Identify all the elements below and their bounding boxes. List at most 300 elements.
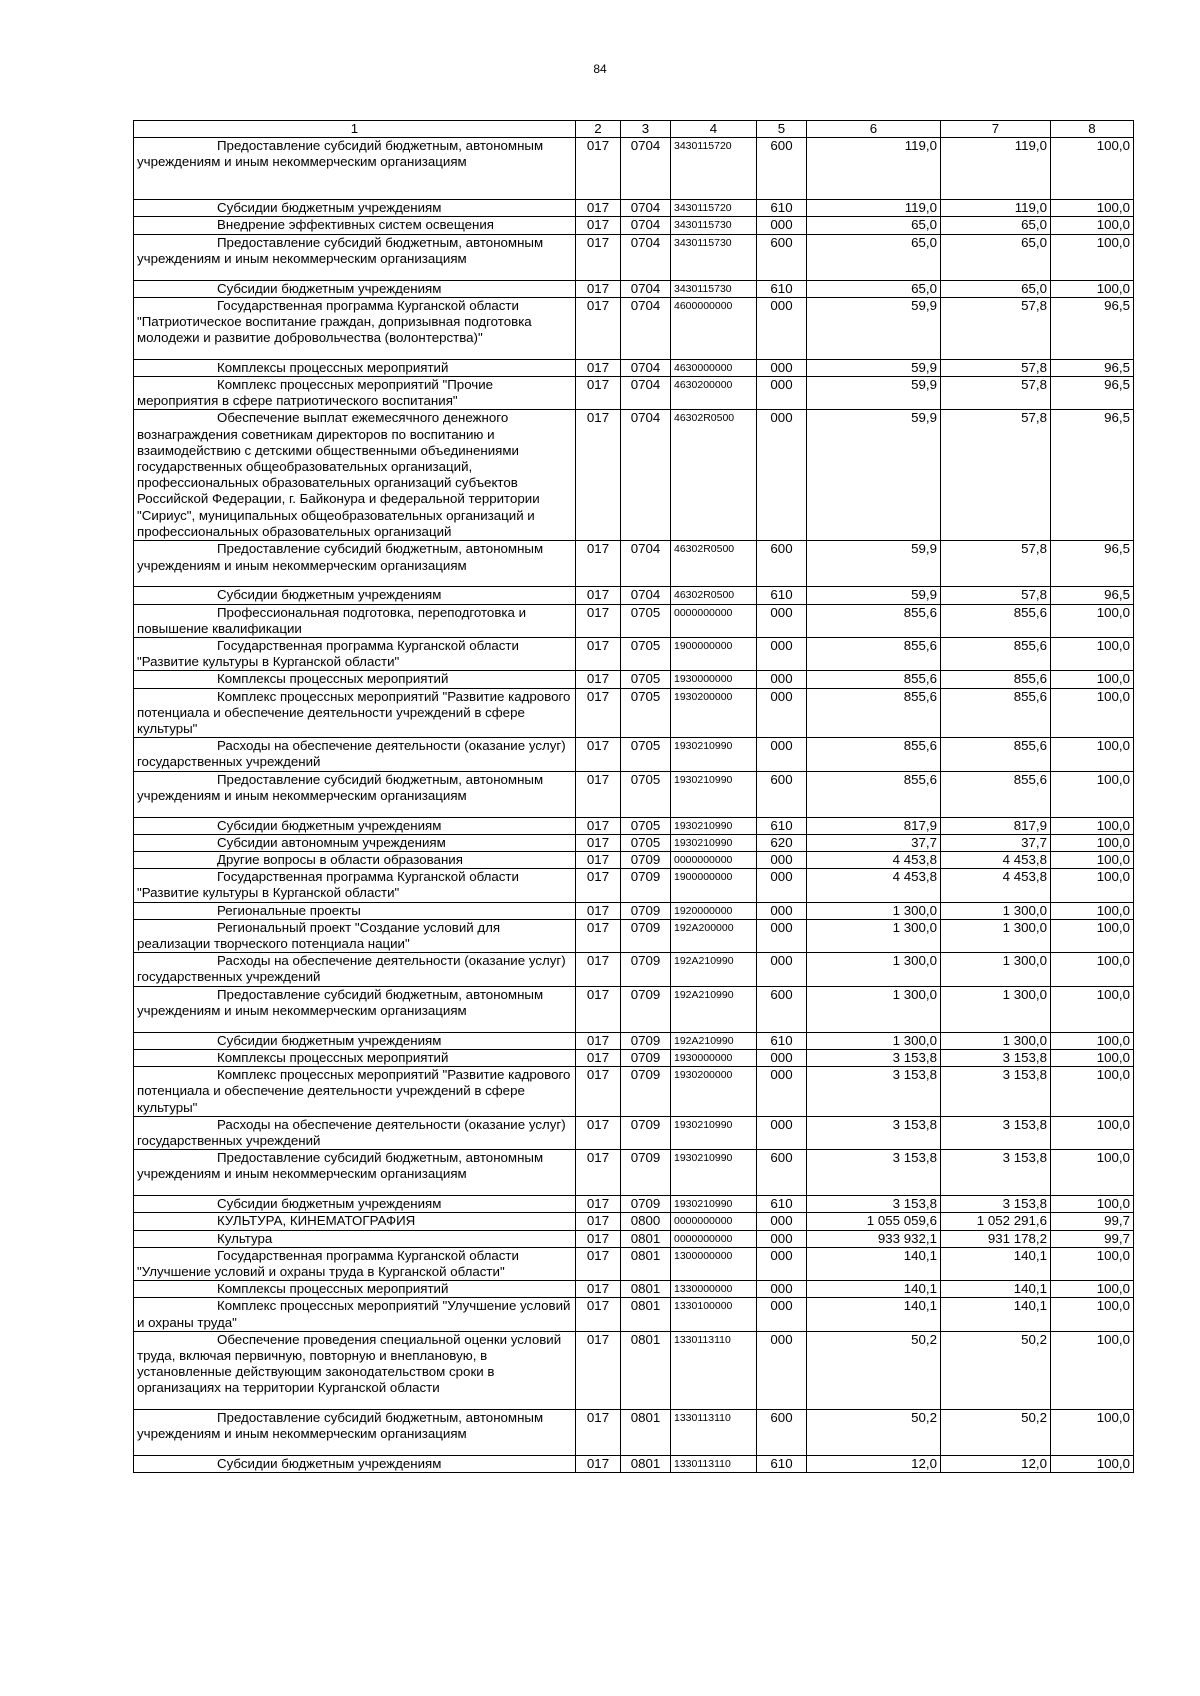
section-code: 0704 bbox=[621, 297, 671, 359]
executed-amount: 57,8 bbox=[941, 359, 1051, 376]
section-code: 0705 bbox=[621, 638, 671, 671]
section-code: 0709 bbox=[621, 902, 671, 919]
approved-amount: 3 153,8 bbox=[807, 1116, 941, 1149]
execution-percent: 100,0 bbox=[1051, 688, 1134, 738]
execution-percent: 100,0 bbox=[1051, 234, 1134, 280]
row-name: Комплексы процессных мероприятий bbox=[134, 1281, 576, 1298]
execution-percent: 96,5 bbox=[1051, 587, 1134, 604]
table-row bbox=[134, 1150, 1134, 1196]
row-name: Предоставление субсидий бюджетным, автономным учреждениям и иным некоммерческим организациям bbox=[134, 1409, 576, 1455]
approved-amount: 140,1 bbox=[807, 1281, 941, 1298]
section-code: 0709 bbox=[621, 1067, 671, 1117]
row-name: Расходы на обеспечение деятельности (оказание услуг) государственных учреждений bbox=[134, 738, 576, 771]
section-code: 0704 bbox=[621, 234, 671, 280]
execution-percent: 96,5 bbox=[1051, 297, 1134, 359]
section-code: 0801 bbox=[621, 1281, 671, 1298]
approved-amount: 4 453,8 bbox=[807, 869, 941, 902]
table-row bbox=[134, 200, 1134, 217]
executed-amount: 57,8 bbox=[941, 377, 1051, 410]
row-name: Комплекс процессных мероприятий "Прочие мероприятия в сфере патриотического воспитания" bbox=[134, 377, 576, 410]
ministry-code: 017 bbox=[576, 1298, 621, 1331]
column-header: 5 bbox=[757, 121, 807, 138]
approved-amount: 3 153,8 bbox=[807, 1049, 941, 1066]
section-code: 0801 bbox=[621, 1331, 671, 1409]
table-row bbox=[134, 1116, 1134, 1149]
executed-amount: 855,6 bbox=[941, 688, 1051, 738]
row-name: Предоставление субсидий бюджетным, автономным учреждениям и иным некоммерческим организациям bbox=[134, 234, 576, 280]
expense-type-code: 000 bbox=[757, 1067, 807, 1117]
execution-percent: 100,0 bbox=[1051, 638, 1134, 671]
section-code: 0709 bbox=[621, 953, 671, 986]
executed-amount: 931 178,2 bbox=[941, 1230, 1051, 1247]
table-row bbox=[134, 817, 1134, 834]
ministry-code: 017 bbox=[576, 297, 621, 359]
target-item-code: 1330113110 bbox=[671, 1409, 757, 1455]
expense-type-code: 000 bbox=[757, 410, 807, 541]
row-name: Расходы на обеспечение деятельности (оказание услуг) государственных учреждений bbox=[134, 953, 576, 986]
ministry-code: 017 bbox=[576, 280, 621, 297]
execution-percent: 100,0 bbox=[1051, 771, 1134, 817]
approved-amount: 65,0 bbox=[807, 217, 941, 234]
row-name: Предоставление субсидий бюджетным, автономным учреждениям и иным некоммерческим организациям bbox=[134, 986, 576, 1032]
executed-amount: 37,7 bbox=[941, 834, 1051, 851]
row-name: Другие вопросы в области образования bbox=[134, 852, 576, 869]
section-code: 0709 bbox=[621, 1150, 671, 1196]
execution-percent: 100,0 bbox=[1051, 1331, 1134, 1409]
ministry-code: 017 bbox=[576, 1409, 621, 1455]
executed-amount: 1 300,0 bbox=[941, 986, 1051, 1032]
execution-percent: 99,7 bbox=[1051, 1213, 1134, 1230]
expense-type-code: 000 bbox=[757, 377, 807, 410]
ministry-code: 017 bbox=[576, 587, 621, 604]
approved-amount: 1 055 059,6 bbox=[807, 1213, 941, 1230]
executed-amount: 1 300,0 bbox=[941, 902, 1051, 919]
approved-amount: 3 153,8 bbox=[807, 1196, 941, 1213]
approved-amount: 119,0 bbox=[807, 200, 941, 217]
section-code: 0704 bbox=[621, 377, 671, 410]
section-code: 0709 bbox=[621, 1032, 671, 1049]
executed-amount: 50,2 bbox=[941, 1409, 1051, 1455]
approved-amount: 1 300,0 bbox=[807, 919, 941, 952]
table-row bbox=[134, 1331, 1134, 1409]
expense-type-code: 610 bbox=[757, 1196, 807, 1213]
approved-amount: 140,1 bbox=[807, 1298, 941, 1331]
table-row bbox=[134, 919, 1134, 952]
expense-type-code: 000 bbox=[757, 953, 807, 986]
ministry-code: 017 bbox=[576, 410, 621, 541]
expense-type-code: 600 bbox=[757, 1409, 807, 1455]
expense-type-code: 610 bbox=[757, 1032, 807, 1049]
table-row bbox=[134, 1455, 1134, 1472]
table-row bbox=[134, 986, 1134, 1032]
approved-amount: 855,6 bbox=[807, 671, 941, 688]
executed-amount: 1 300,0 bbox=[941, 953, 1051, 986]
execution-percent: 100,0 bbox=[1051, 138, 1134, 200]
table-row bbox=[134, 1032, 1134, 1049]
executed-amount: 4 453,8 bbox=[941, 869, 1051, 902]
expense-type-code: 000 bbox=[757, 359, 807, 376]
row-name: Региональные проекты bbox=[134, 902, 576, 919]
section-code: 0801 bbox=[621, 1298, 671, 1331]
section-code: 0709 bbox=[621, 1049, 671, 1066]
expense-type-code: 000 bbox=[757, 738, 807, 771]
approved-amount: 37,7 bbox=[807, 834, 941, 851]
expense-type-code: 000 bbox=[757, 869, 807, 902]
execution-percent: 100,0 bbox=[1051, 834, 1134, 851]
target-item-code: 4630000000 bbox=[671, 359, 757, 376]
section-code: 0800 bbox=[621, 1213, 671, 1230]
section-code: 0705 bbox=[621, 604, 671, 637]
executed-amount: 855,6 bbox=[941, 771, 1051, 817]
execution-percent: 100,0 bbox=[1051, 280, 1134, 297]
executed-amount: 855,6 bbox=[941, 604, 1051, 637]
target-item-code: 3430115730 bbox=[671, 234, 757, 280]
row-name: Субсидии бюджетным учреждениям bbox=[134, 1455, 576, 1472]
executed-amount: 3 153,8 bbox=[941, 1196, 1051, 1213]
table-row bbox=[134, 359, 1134, 376]
row-name: Комплекс процессных мероприятий "Улучшение условий и охраны труда" bbox=[134, 1298, 576, 1331]
target-item-code: 1330000000 bbox=[671, 1281, 757, 1298]
approved-amount: 119,0 bbox=[807, 138, 941, 200]
target-item-code: 4630200000 bbox=[671, 377, 757, 410]
executed-amount: 1 052 291,6 bbox=[941, 1213, 1051, 1230]
table-row bbox=[134, 604, 1134, 637]
table-row bbox=[134, 234, 1134, 280]
approved-amount: 855,6 bbox=[807, 771, 941, 817]
section-code: 0704 bbox=[621, 587, 671, 604]
table-row bbox=[134, 638, 1134, 671]
ministry-code: 017 bbox=[576, 604, 621, 637]
execution-percent: 100,0 bbox=[1051, 986, 1134, 1032]
ministry-code: 017 bbox=[576, 1032, 621, 1049]
execution-percent: 96,5 bbox=[1051, 359, 1134, 376]
row-name: Субсидии бюджетным учреждениям bbox=[134, 587, 576, 604]
execution-percent: 100,0 bbox=[1051, 1067, 1134, 1117]
approved-amount: 59,9 bbox=[807, 410, 941, 541]
table-row bbox=[134, 217, 1134, 234]
execution-percent: 99,7 bbox=[1051, 1230, 1134, 1247]
target-item-code: 0000000000 bbox=[671, 604, 757, 637]
ministry-code: 017 bbox=[576, 688, 621, 738]
table-row bbox=[134, 377, 1134, 410]
column-header: 6 bbox=[807, 121, 941, 138]
expense-type-code: 610 bbox=[757, 1455, 807, 1472]
table-body bbox=[134, 138, 1134, 1473]
section-code: 0704 bbox=[621, 138, 671, 200]
execution-percent: 100,0 bbox=[1051, 1455, 1134, 1472]
approved-amount: 855,6 bbox=[807, 604, 941, 637]
ministry-code: 017 bbox=[576, 1331, 621, 1409]
row-name: Предоставление субсидий бюджетным, автономным учреждениям и иным некоммерческим организациям bbox=[134, 771, 576, 817]
target-item-code: 46302R0500 bbox=[671, 587, 757, 604]
column-header: 1 bbox=[134, 121, 576, 138]
target-item-code: 192A210990 bbox=[671, 953, 757, 986]
approved-amount: 59,9 bbox=[807, 587, 941, 604]
ministry-code: 017 bbox=[576, 377, 621, 410]
approved-amount: 50,2 bbox=[807, 1331, 941, 1409]
target-item-code: 1930210990 bbox=[671, 834, 757, 851]
row-name: Государственная программа Курганской области "Патриотическое воспитание граждан, допризывная подготовка молодежи и развитие добровольчества (волонтерства)" bbox=[134, 297, 576, 359]
approved-amount: 1 300,0 bbox=[807, 902, 941, 919]
section-code: 0709 bbox=[621, 869, 671, 902]
expense-type-code: 000 bbox=[757, 604, 807, 637]
expense-type-code: 000 bbox=[757, 1230, 807, 1247]
execution-percent: 100,0 bbox=[1051, 817, 1134, 834]
expense-type-code: 000 bbox=[757, 1331, 807, 1409]
approved-amount: 59,9 bbox=[807, 541, 941, 587]
row-name: Субсидии бюджетным учреждениям bbox=[134, 200, 576, 217]
expense-type-code: 000 bbox=[757, 688, 807, 738]
table-row bbox=[134, 671, 1134, 688]
expense-type-code: 600 bbox=[757, 771, 807, 817]
execution-percent: 100,0 bbox=[1051, 1150, 1134, 1196]
section-code: 0801 bbox=[621, 1247, 671, 1280]
column-header: 7 bbox=[941, 121, 1051, 138]
ministry-code: 017 bbox=[576, 671, 621, 688]
executed-amount: 57,8 bbox=[941, 297, 1051, 359]
executed-amount: 4 453,8 bbox=[941, 852, 1051, 869]
target-item-code: 1930210990 bbox=[671, 817, 757, 834]
ministry-code: 017 bbox=[576, 834, 621, 851]
expense-type-code: 600 bbox=[757, 986, 807, 1032]
section-code: 0704 bbox=[621, 541, 671, 587]
table-row bbox=[134, 280, 1134, 297]
target-item-code: 1930210990 bbox=[671, 771, 757, 817]
ministry-code: 017 bbox=[576, 1230, 621, 1247]
executed-amount: 12,0 bbox=[941, 1455, 1051, 1472]
approved-amount: 933 932,1 bbox=[807, 1230, 941, 1247]
expense-type-code: 600 bbox=[757, 541, 807, 587]
section-code: 0801 bbox=[621, 1455, 671, 1472]
execution-percent: 96,5 bbox=[1051, 410, 1134, 541]
execution-percent: 96,5 bbox=[1051, 377, 1134, 410]
ministry-code: 017 bbox=[576, 1150, 621, 1196]
target-item-code: 1930210990 bbox=[671, 1150, 757, 1196]
target-item-code: 3430115730 bbox=[671, 217, 757, 234]
target-item-code: 192A210990 bbox=[671, 986, 757, 1032]
target-item-code: 46302R0500 bbox=[671, 410, 757, 541]
execution-percent: 100,0 bbox=[1051, 671, 1134, 688]
section-code: 0709 bbox=[621, 919, 671, 952]
executed-amount: 140,1 bbox=[941, 1281, 1051, 1298]
executed-amount: 3 153,8 bbox=[941, 1150, 1051, 1196]
target-item-code: 0000000000 bbox=[671, 1213, 757, 1230]
execution-percent: 100,0 bbox=[1051, 1281, 1134, 1298]
table-row bbox=[134, 834, 1134, 851]
expense-type-code: 600 bbox=[757, 138, 807, 200]
approved-amount: 855,6 bbox=[807, 638, 941, 671]
ministry-code: 017 bbox=[576, 1116, 621, 1149]
target-item-code: 0000000000 bbox=[671, 852, 757, 869]
approved-amount: 855,6 bbox=[807, 688, 941, 738]
executed-amount: 140,1 bbox=[941, 1247, 1051, 1280]
target-item-code: 192A210990 bbox=[671, 1032, 757, 1049]
expense-type-code: 000 bbox=[757, 1298, 807, 1331]
row-name: Региональный проект "Создание условий для реализации творческого потенциала нации" bbox=[134, 919, 576, 952]
expense-type-code: 610 bbox=[757, 200, 807, 217]
executed-amount: 3 153,8 bbox=[941, 1116, 1051, 1149]
budget-execution-table bbox=[133, 120, 1134, 1473]
section-code: 0705 bbox=[621, 771, 671, 817]
ministry-code: 017 bbox=[576, 771, 621, 817]
column-header: 2 bbox=[576, 121, 621, 138]
executed-amount: 57,8 bbox=[941, 587, 1051, 604]
section-code: 0705 bbox=[621, 688, 671, 738]
approved-amount: 1 300,0 bbox=[807, 1032, 941, 1049]
ministry-code: 017 bbox=[576, 869, 621, 902]
ministry-code: 017 bbox=[576, 138, 621, 200]
column-number-header bbox=[134, 121, 1134, 138]
executed-amount: 817,9 bbox=[941, 817, 1051, 834]
target-item-code: 1930210990 bbox=[671, 738, 757, 771]
table-row bbox=[134, 1230, 1134, 1247]
approved-amount: 4 453,8 bbox=[807, 852, 941, 869]
execution-percent: 96,5 bbox=[1051, 541, 1134, 587]
row-name: Субсидии бюджетным учреждениям bbox=[134, 1032, 576, 1049]
expense-type-code: 000 bbox=[757, 852, 807, 869]
ministry-code: 017 bbox=[576, 234, 621, 280]
target-item-code: 1930200000 bbox=[671, 1067, 757, 1117]
target-item-code: 1930200000 bbox=[671, 688, 757, 738]
row-name: Обеспечение выплат ежемесячного денежного вознаграждения советникам директоров по воспитанию и взаимодействию с детскими общественными объединениями государственных общеобразовательных организаций, профессиональных образовательных организаций субъектов Российской Федерации, г. Байконура и федеральной территории "Сириус", муниципальных общеобразовательных организаций и профессиональных образовательных организаций bbox=[134, 410, 576, 541]
execution-percent: 100,0 bbox=[1051, 1247, 1134, 1280]
section-code: 0705 bbox=[621, 817, 671, 834]
execution-percent: 100,0 bbox=[1051, 1298, 1134, 1331]
expense-type-code: 000 bbox=[757, 638, 807, 671]
expense-type-code: 600 bbox=[757, 234, 807, 280]
table-row bbox=[134, 541, 1134, 587]
target-item-code: 1930210990 bbox=[671, 1196, 757, 1213]
expense-type-code: 000 bbox=[757, 902, 807, 919]
row-name: Государственная программа Курганской области "Развитие культуры в Курганской области" bbox=[134, 638, 576, 671]
ministry-code: 017 bbox=[576, 1213, 621, 1230]
executed-amount: 1 300,0 bbox=[941, 1032, 1051, 1049]
execution-percent: 100,0 bbox=[1051, 869, 1134, 902]
approved-amount: 59,9 bbox=[807, 377, 941, 410]
approved-amount: 50,2 bbox=[807, 1409, 941, 1455]
expense-type-code: 600 bbox=[757, 1150, 807, 1196]
row-name: Комплекс процессных мероприятий "Развитие кадрового потенциала и обеспечение деятельности учреждений в сфере культуры" bbox=[134, 1067, 576, 1117]
executed-amount: 50,2 bbox=[941, 1331, 1051, 1409]
executed-amount: 65,0 bbox=[941, 217, 1051, 234]
target-item-code: 46302R0500 bbox=[671, 541, 757, 587]
row-name: Профессиональная подготовка, переподготовка и повышение квалификации bbox=[134, 604, 576, 637]
expense-type-code: 610 bbox=[757, 280, 807, 297]
executed-amount: 65,0 bbox=[941, 234, 1051, 280]
row-name: Предоставление субсидий бюджетным, автономным учреждениям и иным некоммерческим организациям bbox=[134, 1150, 576, 1196]
target-item-code: 1900000000 bbox=[671, 869, 757, 902]
execution-percent: 100,0 bbox=[1051, 200, 1134, 217]
approved-amount: 855,6 bbox=[807, 738, 941, 771]
row-name: Субсидии бюджетным учреждениям bbox=[134, 817, 576, 834]
executed-amount: 855,6 bbox=[941, 738, 1051, 771]
row-name: Субсидии бюджетным учреждениям bbox=[134, 1196, 576, 1213]
table-row bbox=[134, 869, 1134, 902]
row-name: Субсидии бюджетным учреждениям bbox=[134, 280, 576, 297]
execution-percent: 100,0 bbox=[1051, 919, 1134, 952]
executed-amount: 119,0 bbox=[941, 138, 1051, 200]
row-name: Государственная программа Курганской области "Развитие культуры в Курганской области" bbox=[134, 869, 576, 902]
target-item-code: 0000000000 bbox=[671, 1230, 757, 1247]
section-code: 0705 bbox=[621, 834, 671, 851]
target-item-code: 3430115720 bbox=[671, 138, 757, 200]
table-row bbox=[134, 297, 1134, 359]
table-row bbox=[134, 1247, 1134, 1280]
target-item-code: 1330113110 bbox=[671, 1331, 757, 1409]
expense-type-code: 000 bbox=[757, 217, 807, 234]
target-item-code: 192A200000 bbox=[671, 919, 757, 952]
execution-percent: 100,0 bbox=[1051, 1196, 1134, 1213]
target-item-code: 1930000000 bbox=[671, 1049, 757, 1066]
row-name: Комплексы процессных мероприятий bbox=[134, 671, 576, 688]
target-item-code: 3430115730 bbox=[671, 280, 757, 297]
ministry-code: 017 bbox=[576, 1281, 621, 1298]
ministry-code: 017 bbox=[576, 953, 621, 986]
row-name: Внедрение эффективных систем освещения bbox=[134, 217, 576, 234]
target-item-code: 1900000000 bbox=[671, 638, 757, 671]
table-row bbox=[134, 902, 1134, 919]
executed-amount: 3 153,8 bbox=[941, 1067, 1051, 1117]
section-code: 0705 bbox=[621, 738, 671, 771]
table-row bbox=[134, 1213, 1134, 1230]
execution-percent: 100,0 bbox=[1051, 1049, 1134, 1066]
ministry-code: 017 bbox=[576, 1067, 621, 1117]
expense-type-code: 000 bbox=[757, 671, 807, 688]
table-row bbox=[134, 1409, 1134, 1455]
approved-amount: 12,0 bbox=[807, 1455, 941, 1472]
row-name: Государственная программа Курганской области "Улучшение условий и охраны труда в Курганской области" bbox=[134, 1247, 576, 1280]
ministry-code: 017 bbox=[576, 919, 621, 952]
approved-amount: 817,9 bbox=[807, 817, 941, 834]
column-header: 4 bbox=[671, 121, 757, 138]
approved-amount: 3 153,8 bbox=[807, 1067, 941, 1117]
row-name: Субсидии автономным учреждениям bbox=[134, 834, 576, 851]
expense-type-code: 000 bbox=[757, 297, 807, 359]
target-item-code: 1330113110 bbox=[671, 1455, 757, 1472]
section-code: 0709 bbox=[621, 852, 671, 869]
ministry-code: 017 bbox=[576, 1196, 621, 1213]
expense-type-code: 000 bbox=[757, 1247, 807, 1280]
table-row bbox=[134, 1049, 1134, 1066]
section-code: 0801 bbox=[621, 1230, 671, 1247]
target-item-code: 3430115720 bbox=[671, 200, 757, 217]
expense-type-code: 000 bbox=[757, 1281, 807, 1298]
execution-percent: 100,0 bbox=[1051, 1116, 1134, 1149]
table-row bbox=[134, 138, 1134, 200]
ministry-code: 017 bbox=[576, 852, 621, 869]
table-row bbox=[134, 738, 1134, 771]
row-name: Предоставление субсидий бюджетным, автономным учреждениям и иным некоммерческим организациям bbox=[134, 541, 576, 587]
ministry-code: 017 bbox=[576, 200, 621, 217]
table-row bbox=[134, 1067, 1134, 1117]
table-row bbox=[134, 1281, 1134, 1298]
row-name: Комплекс процессных мероприятий "Развитие кадрового потенциала и обеспечение деятельности учреждений в сфере культуры" bbox=[134, 688, 576, 738]
executed-amount: 119,0 bbox=[941, 200, 1051, 217]
row-name: Предоставление субсидий бюджетным, автономным учреждениям и иным некоммерческим организациям bbox=[134, 138, 576, 200]
section-code: 0801 bbox=[621, 1409, 671, 1455]
section-code: 0704 bbox=[621, 280, 671, 297]
ministry-code: 017 bbox=[576, 738, 621, 771]
execution-percent: 100,0 bbox=[1051, 604, 1134, 637]
expense-type-code: 620 bbox=[757, 834, 807, 851]
row-name: Комплексы процессных мероприятий bbox=[134, 1049, 576, 1066]
approved-amount: 1 300,0 bbox=[807, 953, 941, 986]
table-row bbox=[134, 771, 1134, 817]
expense-type-code: 610 bbox=[757, 587, 807, 604]
section-code: 0709 bbox=[621, 1116, 671, 1149]
executed-amount: 57,8 bbox=[941, 541, 1051, 587]
approved-amount: 65,0 bbox=[807, 234, 941, 280]
